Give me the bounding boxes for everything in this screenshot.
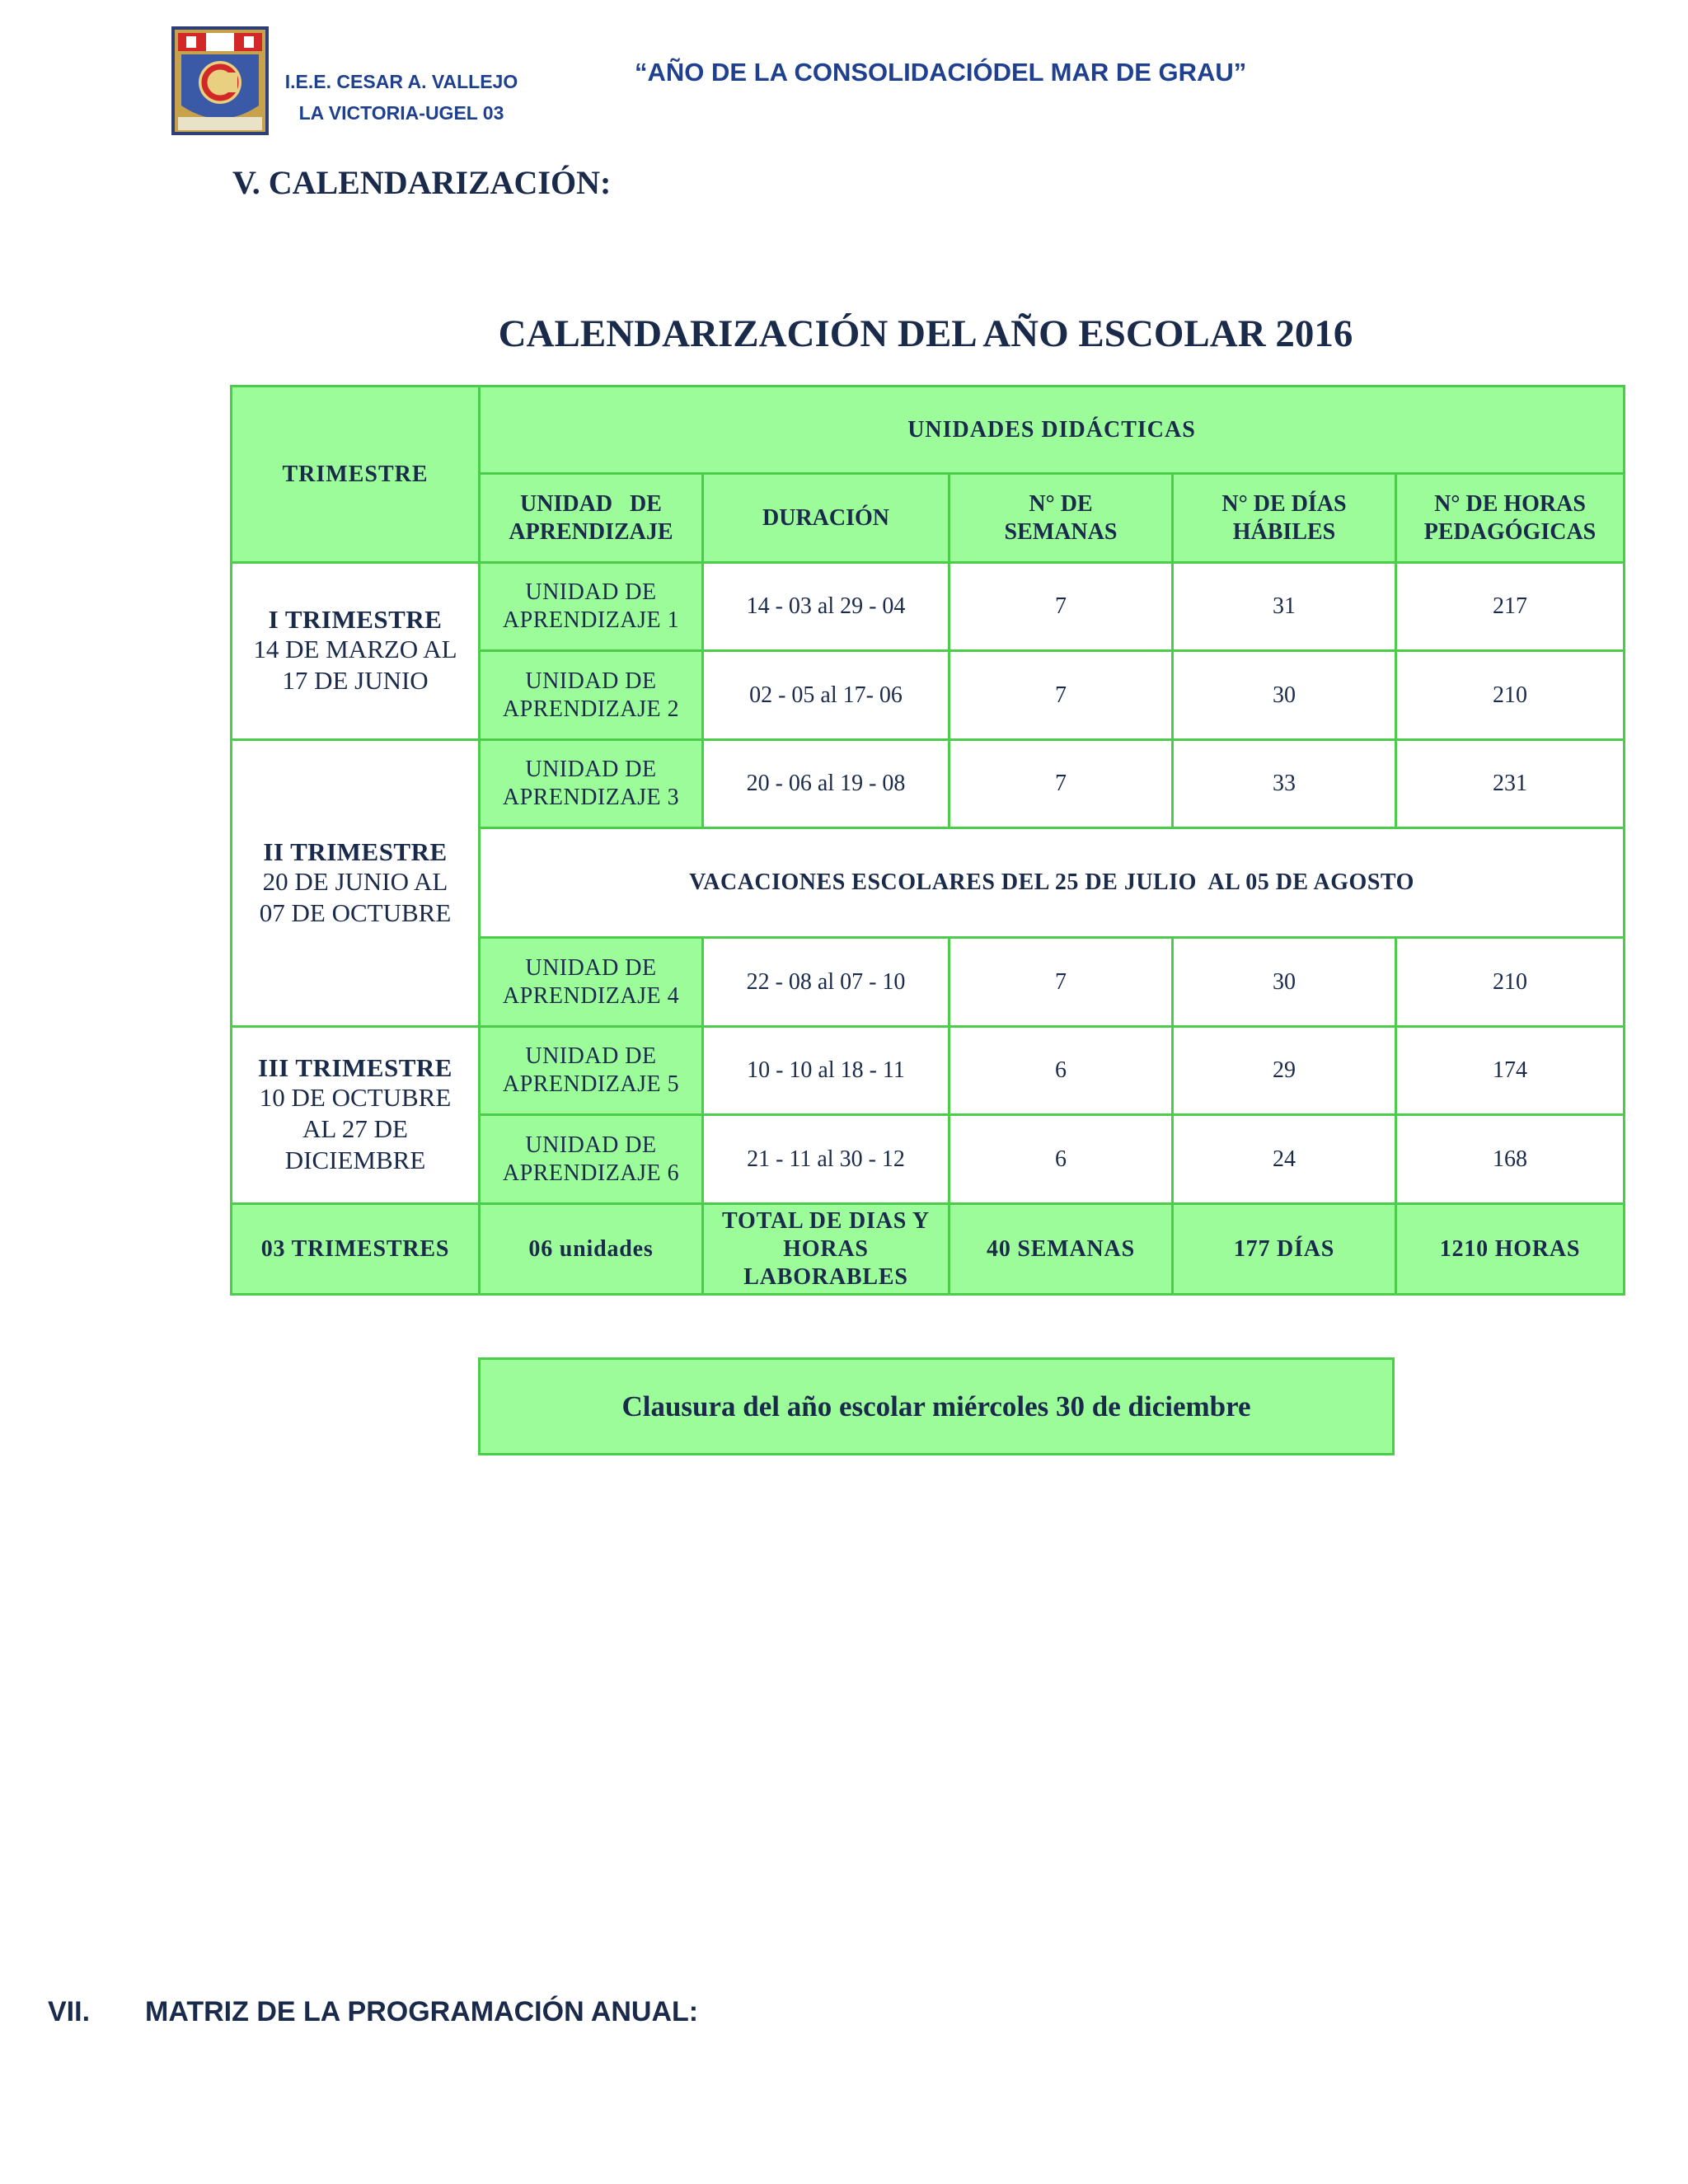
closure-box: Clausura del año escolar miércoles 30 de diciembre [478, 1357, 1395, 1455]
school-crest-icon [170, 25, 270, 137]
weeks-cell: 7 [950, 740, 1173, 828]
hours-cell: 174 [1396, 1027, 1625, 1115]
calendar-title: CALENDARIZACIÓN DEL AÑO ESCOLAR 2016 [498, 312, 1353, 355]
totals-row [232, 1204, 1625, 1295]
weeks-cell: 6 [950, 1115, 1173, 1204]
weeks-cell: 7 [950, 938, 1173, 1027]
table-header-row [232, 387, 1625, 474]
hours-cell: 231 [1396, 740, 1625, 828]
unit-cell: UNIDAD DE APRENDIZAJE 1 [480, 563, 703, 651]
weeks-cell: 7 [950, 651, 1173, 740]
header-unidad: UNIDAD DE APRENDIZAJE [480, 474, 703, 563]
header-horas: N° DE HORAS PEDAGÓGICAS [1396, 474, 1625, 563]
total-horas: 1210 HORAS [1396, 1204, 1625, 1295]
hours-cell: 210 [1396, 938, 1625, 1027]
total-unidades: 06 unidades [480, 1204, 703, 1295]
duration-cell: 14 - 03 al 29 - 04 [703, 563, 950, 651]
section-number: VII. [48, 1996, 91, 2027]
unit-cell: UNIDAD DE APRENDIZAJE 4 [480, 938, 703, 1027]
vacation-cell: VACACIONES ESCOLARES DEL 25 DE JULIO AL 05 DE AGOSTO [480, 828, 1625, 938]
weeks-cell: 6 [950, 1027, 1173, 1115]
days-cell: 24 [1173, 1115, 1396, 1204]
calendar-table [230, 385, 1625, 1296]
hours-cell: 217 [1396, 563, 1625, 651]
total-label: TOTAL DE DIAS Y HORAS LABORABLES [703, 1204, 950, 1295]
total-dias: 177 DÍAS [1173, 1204, 1396, 1295]
duration-cell: 20 - 06 al 19 - 08 [703, 740, 950, 828]
unit-cell: UNIDAD DE APRENDIZAJE 5 [480, 1027, 703, 1115]
unit-cell: UNIDAD DE APRENDIZAJE 3 [480, 740, 703, 828]
days-cell: 30 [1173, 938, 1396, 1027]
header-dias: N° DE DÍAS HÁBILES [1173, 474, 1396, 563]
table-row [232, 563, 1625, 651]
year-motto: “AÑO DE LA CONSOLIDACIÓDEL MAR DE GRAU” [635, 58, 1247, 87]
header-semanas: N° DE SEMANAS [950, 474, 1173, 563]
total-trimestres: 03 TRIMESTRES [232, 1204, 480, 1295]
duration-cell: 10 - 10 al 18 - 11 [703, 1027, 950, 1115]
table-row [232, 740, 1625, 828]
duration-cell: 02 - 05 al 17- 06 [703, 651, 950, 740]
duration-cell: 21 - 11 al 30 - 12 [703, 1115, 950, 1204]
section-heading: MATRIZ DE LA PROGRAMACIÓN ANUAL: [145, 1996, 699, 2027]
section-title: V. CALENDARIZACIÓN: [232, 164, 612, 201]
weeks-cell: 7 [950, 563, 1173, 651]
school-name: I.E.E. CESAR A. VALLEJO LA VICTORIA-UGEL 03 [284, 71, 518, 124]
trimester-cell: II TRIMESTRE 20 DE JUNIO AL 07 DE OCTUBRE [232, 740, 480, 1027]
header-unidades-didacticas: UNIDADES DIDÁCTICAS [480, 387, 1625, 474]
table-row [232, 1027, 1625, 1115]
unit-cell: UNIDAD DE APRENDIZAJE 2 [480, 651, 703, 740]
total-semanas: 40 SEMANAS [950, 1204, 1173, 1295]
header-duracion: DURACIÓN [703, 474, 950, 563]
days-cell: 31 [1173, 563, 1396, 651]
unit-cell: UNIDAD DE APRENDIZAJE 6 [480, 1115, 703, 1204]
days-cell: 33 [1173, 740, 1396, 828]
hours-cell: 210 [1396, 651, 1625, 740]
days-cell: 30 [1173, 651, 1396, 740]
days-cell: 29 [1173, 1027, 1396, 1115]
header-trimestre: TRIMESTRE [232, 387, 480, 563]
trimester-cell: I TRIMESTRE 14 DE MARZO AL 17 DE JUNIO [232, 563, 480, 740]
trimester-cell: III TRIMESTRE 10 DE OCTUBRE AL 27 DE DICIEMBRE [232, 1027, 480, 1204]
duration-cell: 22 - 08 al 07 - 10 [703, 938, 950, 1027]
hours-cell: 168 [1396, 1115, 1625, 1204]
